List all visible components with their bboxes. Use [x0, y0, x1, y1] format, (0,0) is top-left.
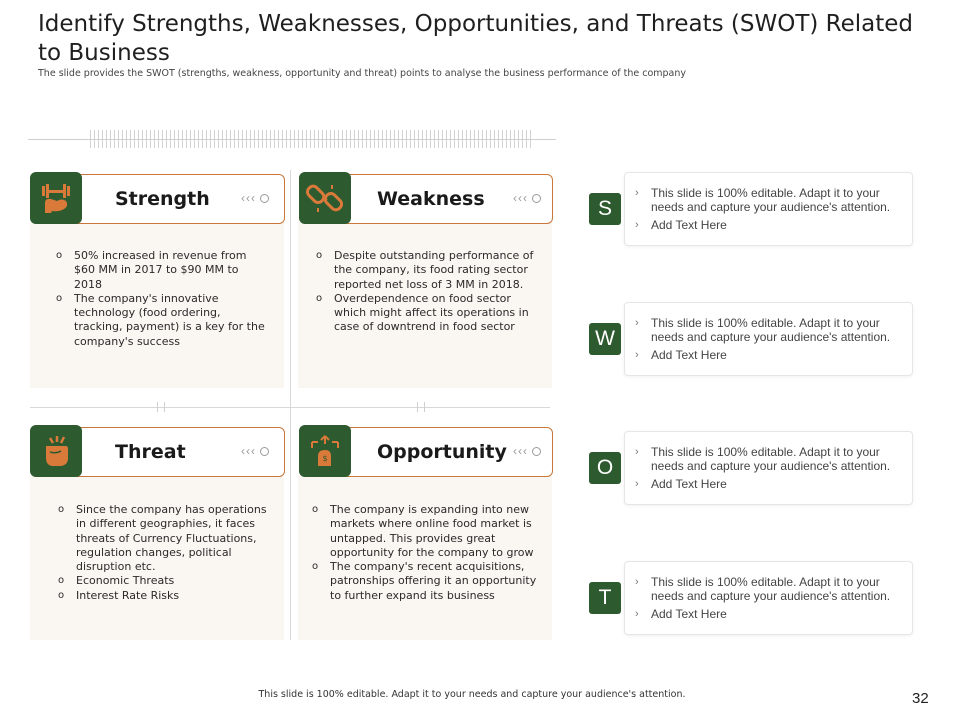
info-text: › This slide is 100% editable. Adapt it to your needs and capture your audience's attention.: [635, 316, 891, 344]
decorative-arrows: ‹‹‹: [513, 191, 541, 205]
decorative-arrows: ‹‹‹: [241, 444, 269, 458]
chevron-right-icon: ›: [635, 576, 639, 588]
add-text: › Add Text Here: [635, 218, 727, 232]
footer-note: This slide is 100% editable. Adapt it to your needs and capture your audience's attention.: [258, 689, 686, 700]
list-item: o Despite outstanding performance of the company, its food rating sector reported net loss of 3 MM in 2018.: [316, 249, 541, 292]
info-text: › This slide is 100% editable. Adapt it to your needs and capture your audience's attention.: [635, 445, 891, 473]
strength-points: [56, 249, 266, 349]
list-item: o Interest Rate Risks: [58, 589, 276, 603]
chevron-right-icon: ›: [635, 349, 639, 361]
horizontal-divider: [30, 407, 550, 408]
strength-title: Strength: [115, 188, 210, 210]
svg-text:$: $: [322, 454, 328, 463]
info-card-s: [624, 172, 913, 246]
vertical-divider: [290, 170, 291, 640]
letter-s-badge: S: [589, 193, 621, 225]
list-item: o Overdependence on food sector which might affect its operations in case of downtrend in food sector: [316, 292, 541, 335]
page-number: 32: [912, 690, 929, 707]
divider-mark: [417, 402, 425, 412]
info-card-w: [624, 302, 913, 376]
fist-icon: [30, 425, 82, 477]
decorative-arrows: ‹‹‹: [513, 444, 541, 458]
weakness-points: [316, 249, 541, 335]
letter-o-badge: O: [589, 452, 621, 484]
threat-points: [58, 503, 276, 603]
list-item: o The company's innovative technology (food ordering, tracking, payment) is a key for the company's success: [56, 292, 266, 349]
opportunity-points: [312, 503, 542, 603]
opportunity-title: Opportunity: [377, 441, 507, 463]
letter-t-badge: T: [589, 582, 621, 614]
info-text: › This slide is 100% editable. Adapt it to your needs and capture your audience's attention.: [635, 575, 891, 603]
list-item: o Economic Threats: [58, 574, 276, 588]
add-text: › Add Text Here: [635, 348, 727, 362]
add-text: › Add Text Here: [635, 607, 727, 621]
slide-subtitle: The slide provides the SWOT (strengths, weakness, opportunity and threat) points to analyse the business performance of the company: [38, 68, 687, 79]
chevron-right-icon: ›: [635, 478, 639, 490]
flexed-arm-icon: [30, 172, 82, 224]
chevron-right-icon: ›: [635, 446, 639, 458]
broken-chain-icon: [299, 172, 351, 224]
info-card-o: [624, 431, 913, 505]
opportunity-header: [322, 427, 553, 477]
chevron-right-icon: ›: [635, 317, 639, 329]
strength-header: [54, 174, 285, 224]
info-text: › This slide is 100% editable. Adapt it to your needs and capture your audience's attention.: [635, 186, 891, 214]
info-card-t: [624, 561, 913, 635]
chevron-right-icon: ›: [635, 187, 639, 199]
divider-mark: [157, 402, 165, 412]
add-text: › Add Text Here: [635, 477, 727, 491]
list-item: o 50% increased in revenue from $60 MM in 2017 to $90 MM to 2018: [56, 249, 266, 292]
threat-header: [54, 427, 285, 477]
chevron-right-icon: ›: [635, 219, 639, 231]
list-item: o Since the company has operations in different geographies, it faces threats of Currency Fluctuations, regulation changes, political disruption etc.: [58, 503, 276, 574]
hand-arrows-icon: [299, 425, 351, 477]
list-item: o The company is expanding into new markets where online food market is untapped. This provides great opportunity for the company to grow: [312, 503, 542, 560]
threat-title: Threat: [115, 441, 186, 463]
weakness-header: [322, 174, 553, 224]
slide-title: Identify Strengths, Weaknesses, Opportunities, and Threats (SWOT) Related to Business: [38, 11, 914, 66]
decorative-rule: [28, 130, 556, 148]
letter-w-badge: W: [589, 323, 621, 355]
weakness-title: Weakness: [377, 188, 485, 210]
chevron-right-icon: ›: [635, 608, 639, 620]
list-item: o The company's recent acquisitions, patronships offering it an opportunity to further expand its business: [312, 560, 542, 603]
decorative-arrows: ‹‹‹: [241, 191, 269, 205]
